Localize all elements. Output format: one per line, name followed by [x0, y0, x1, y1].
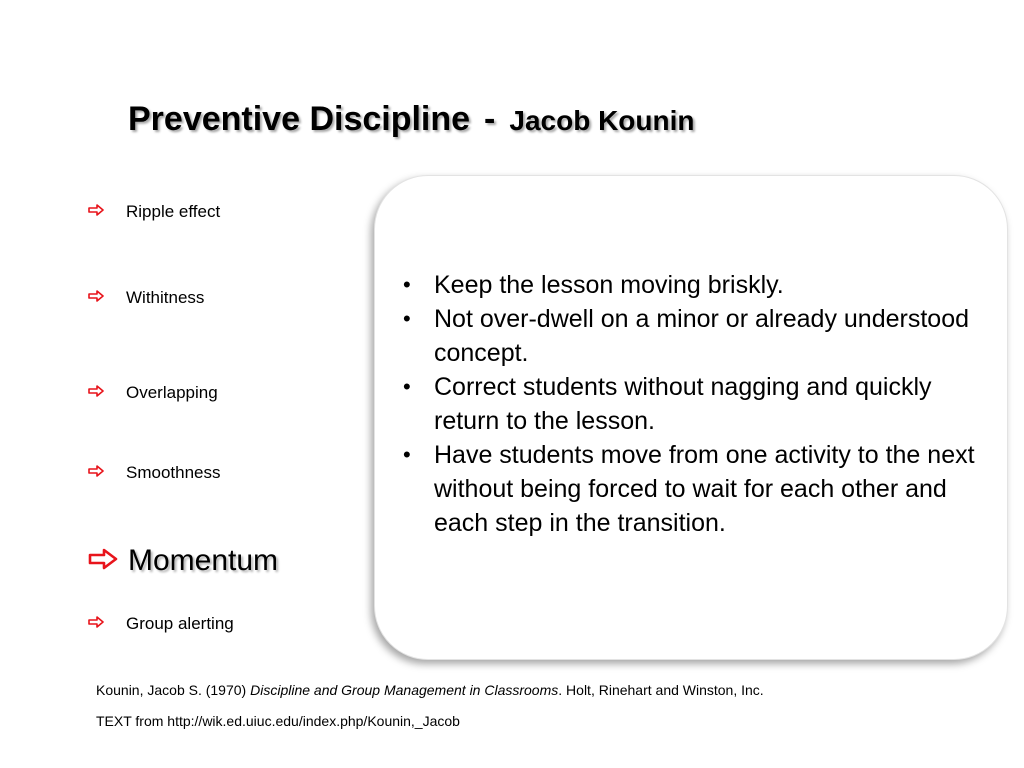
- title-dash: -: [484, 100, 496, 138]
- bullet-item: [399, 370, 999, 438]
- bullet-text: Not over-dwell on a minor or already understood concept.: [434, 305, 969, 367]
- red-arrow-icon: [88, 464, 104, 482]
- title-main: Preventive Discipline: [128, 100, 471, 138]
- list-item-label: Group alerting: [126, 614, 234, 633]
- list-item-label: Momentum: [128, 544, 279, 577]
- bullet-dot: •: [403, 442, 411, 467]
- list-item-momentum: [88, 544, 278, 578]
- list-item-label: Ripple effect: [126, 202, 221, 221]
- bullet-item: [399, 268, 999, 302]
- red-arrow-icon: [88, 203, 104, 221]
- momentum-details-panel: [374, 175, 1008, 660]
- list-item-overlapping: [88, 383, 218, 403]
- citation-book-title: Discipline and Group Management in Classrooms: [250, 682, 559, 698]
- bullet-item: [399, 438, 999, 540]
- red-arrow-icon: [88, 289, 104, 307]
- reference-citation: [96, 682, 764, 698]
- red-arrow-icon: [88, 548, 118, 575]
- list-item-ripple-effect: [88, 202, 220, 222]
- red-arrow-icon: [88, 384, 104, 402]
- momentum-bullet-list: [399, 268, 999, 540]
- list-item-label: Overlapping: [126, 383, 218, 402]
- bullet-text: Keep the lesson moving briskly.: [434, 271, 784, 299]
- bullet-dot: •: [403, 374, 411, 399]
- list-item-group-alerting: [88, 614, 234, 634]
- citation-author: Kounin, Jacob S. (1970): [96, 682, 251, 698]
- bullet-dot: •: [403, 272, 411, 297]
- bullet-item: [399, 302, 999, 370]
- list-item-label: Withitness: [126, 288, 205, 307]
- citation-publisher: . Holt, Rinehart and Winston, Inc.: [558, 682, 764, 698]
- slide-title: [128, 100, 695, 139]
- bullet-text: Have students move from one activity to the next without being forced to wait for each other and each step in the transition.: [434, 441, 975, 537]
- list-item-smoothness: [88, 463, 221, 483]
- title-subtitle: Jacob Kounin: [509, 105, 695, 136]
- list-item-label: Smoothness: [126, 463, 221, 482]
- bullet-dot: •: [403, 306, 411, 331]
- source-note: TEXT from http://wik.ed.uiuc.edu/index.php/Kounin,_Jacob: [96, 713, 460, 729]
- red-arrow-icon: [88, 615, 104, 633]
- list-item-withitness: [88, 288, 204, 308]
- bullet-text: Correct students without nagging and quickly return to the lesson.: [434, 373, 932, 435]
